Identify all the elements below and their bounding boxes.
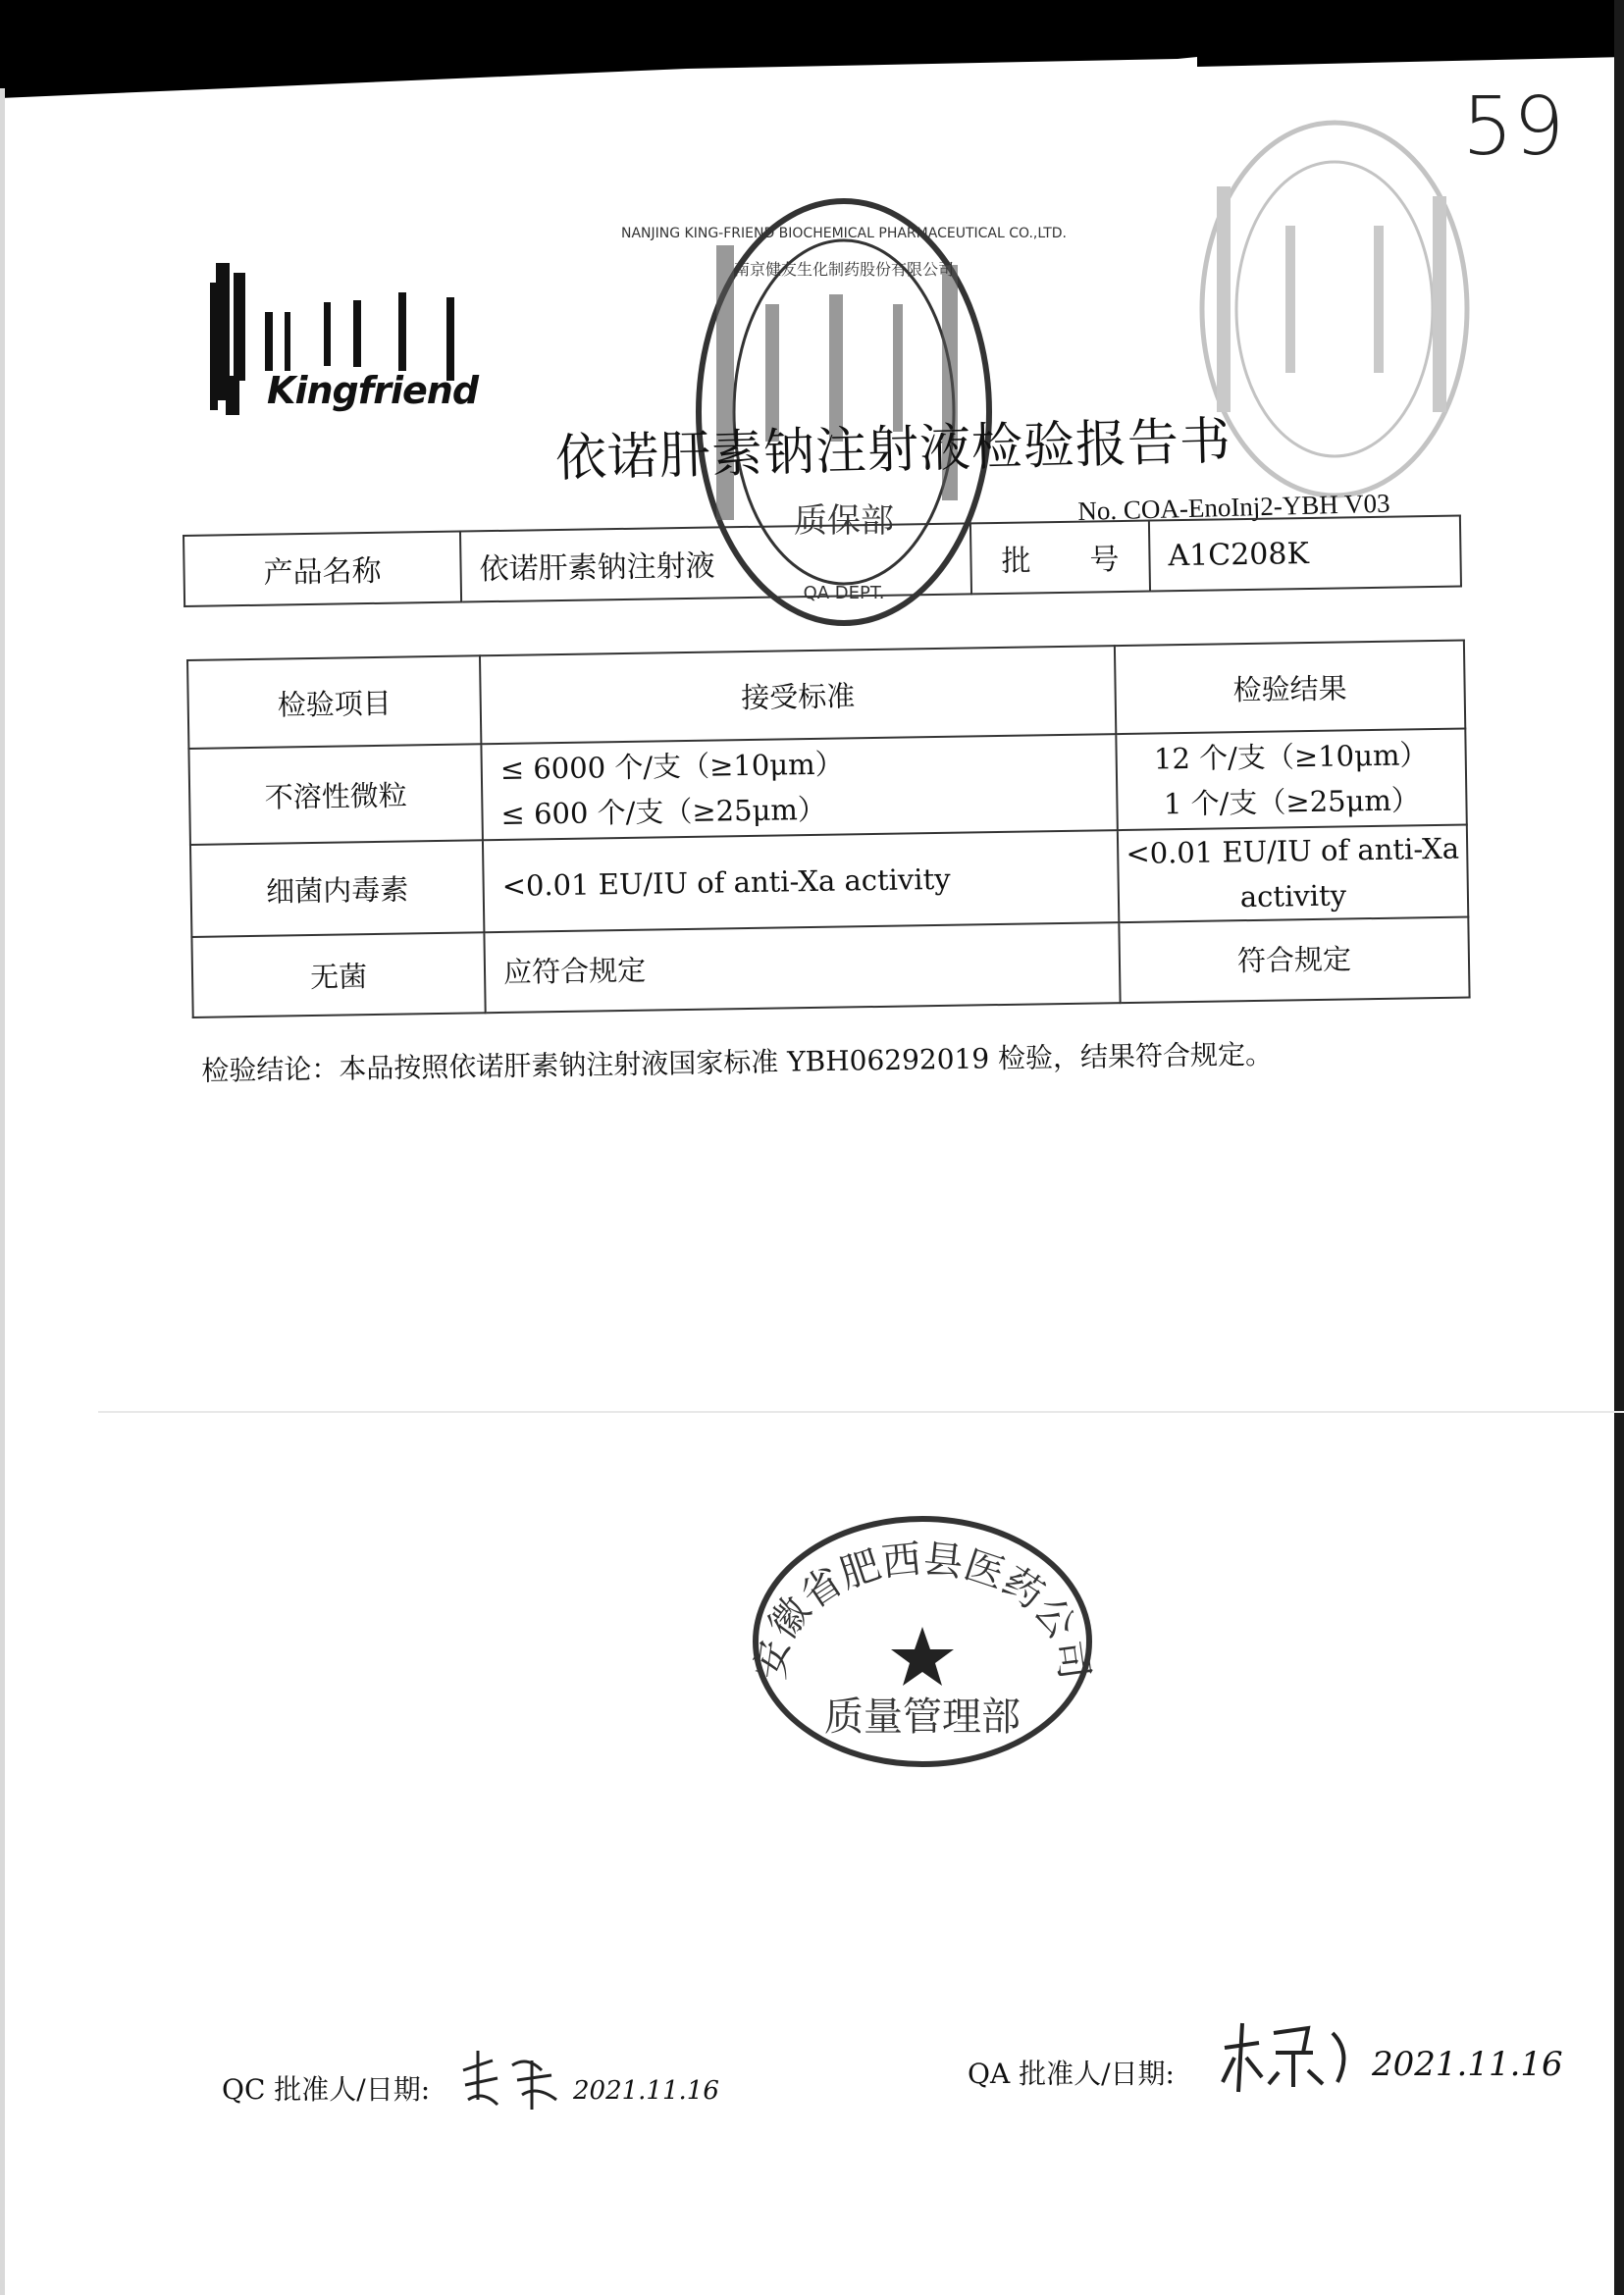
manufacturer-seal-outer: NANJING KING-FRIEND BIOCHEMICAL PHARMACEUTICAL CO.,LTD. [620, 226, 1068, 241]
test-standard-line: <0.01 EU/IU of anti-Xa activity [501, 861, 951, 903]
qc-approval [222, 2068, 430, 2108]
test-standard-line: ≤ 600 个/支（≥25μm） [500, 792, 827, 831]
test-standard [481, 734, 1117, 840]
test-item: 细菌内毒素 [190, 840, 484, 937]
col-header-standard: 接受标准 [480, 646, 1116, 744]
batch-label: 批 号 [970, 521, 1150, 595]
qa-signature [1215, 2013, 1372, 2102]
qa-date: 2021.11.16 [1372, 2045, 1563, 2084]
product-info-table [183, 515, 1462, 607]
test-result-line: 符合规定 [1236, 942, 1352, 978]
test-standard [484, 922, 1120, 1013]
col-header-result: 检验结果 [1115, 641, 1465, 735]
test-result-line: <0.01 EU/IU of anti-Xa [1126, 831, 1460, 870]
test-item: 无菌 [191, 932, 485, 1017]
batch-value: A1C208K [1149, 516, 1461, 592]
product-name-label: 产品名称 [183, 532, 461, 606]
qc-date: 2021.11.16 [573, 2076, 719, 2106]
qc-signature [453, 2041, 571, 2119]
company-logo [206, 253, 479, 420]
distributor-seal-text: 安徽省肥西县医药公司 [748, 1537, 1097, 1683]
page-number: 59 [1462, 80, 1565, 174]
table-row [183, 516, 1461, 606]
test-standard [483, 830, 1119, 932]
qa-approval-label: QA 批准人/日期: [968, 2058, 1175, 2090]
paper-fold-line [98, 1411, 1624, 1413]
test-result-line: 12 个/支（≥10μm） [1153, 738, 1429, 776]
manufacturer-seal-inner: 南京健友生化制药股份有限公司 [733, 260, 955, 279]
test-result-line: activity [1239, 878, 1347, 914]
col-header-item: 检验项目 [187, 655, 481, 749]
test-standard-line: 应符合规定 [502, 953, 647, 989]
scan-right-edge [1614, 0, 1624, 2295]
test-standard-line: ≤ 6000 个/支（≥10μm） [499, 747, 844, 786]
qa-approval [968, 2053, 1175, 2092]
manufacturer-seal-dept-en: QA DEPT. [803, 583, 885, 603]
test-item: 不溶性微粒 [188, 744, 483, 845]
manufacturer-seal-dept: 质保部 [794, 501, 894, 541]
star-icon [891, 1627, 954, 1686]
test-result [1116, 729, 1466, 831]
test-result [1118, 825, 1468, 923]
brand-name: Kingfriend [267, 369, 479, 412]
test-results-table [186, 640, 1471, 1018]
product-name-value: 依诺肝素钠注射液 [460, 523, 971, 601]
test-result [1119, 917, 1469, 1004]
document-title: 依诺肝素钠注射液检验报告书 [554, 411, 1232, 489]
scan-top-edge [0, 0, 1624, 98]
distributor-seal [746, 1509, 1099, 1774]
document-number: No. COA-EnoInj2-YBH V03 [1077, 488, 1390, 526]
inspection-conclusion: 检验结论：本品按照依诺肝素钠注射液国家标准 YBH06292019 检验，结果符合规定。 [201, 1037, 1274, 1087]
distributor-seal-dept: 质量管理部 [824, 1695, 1021, 1740]
qc-approval-label: QC 批准人/日期: [222, 2073, 431, 2106]
scan-left-edge [0, 88, 5, 2295]
test-result-line: 1 个/支（≥25μm） [1163, 783, 1421, 821]
